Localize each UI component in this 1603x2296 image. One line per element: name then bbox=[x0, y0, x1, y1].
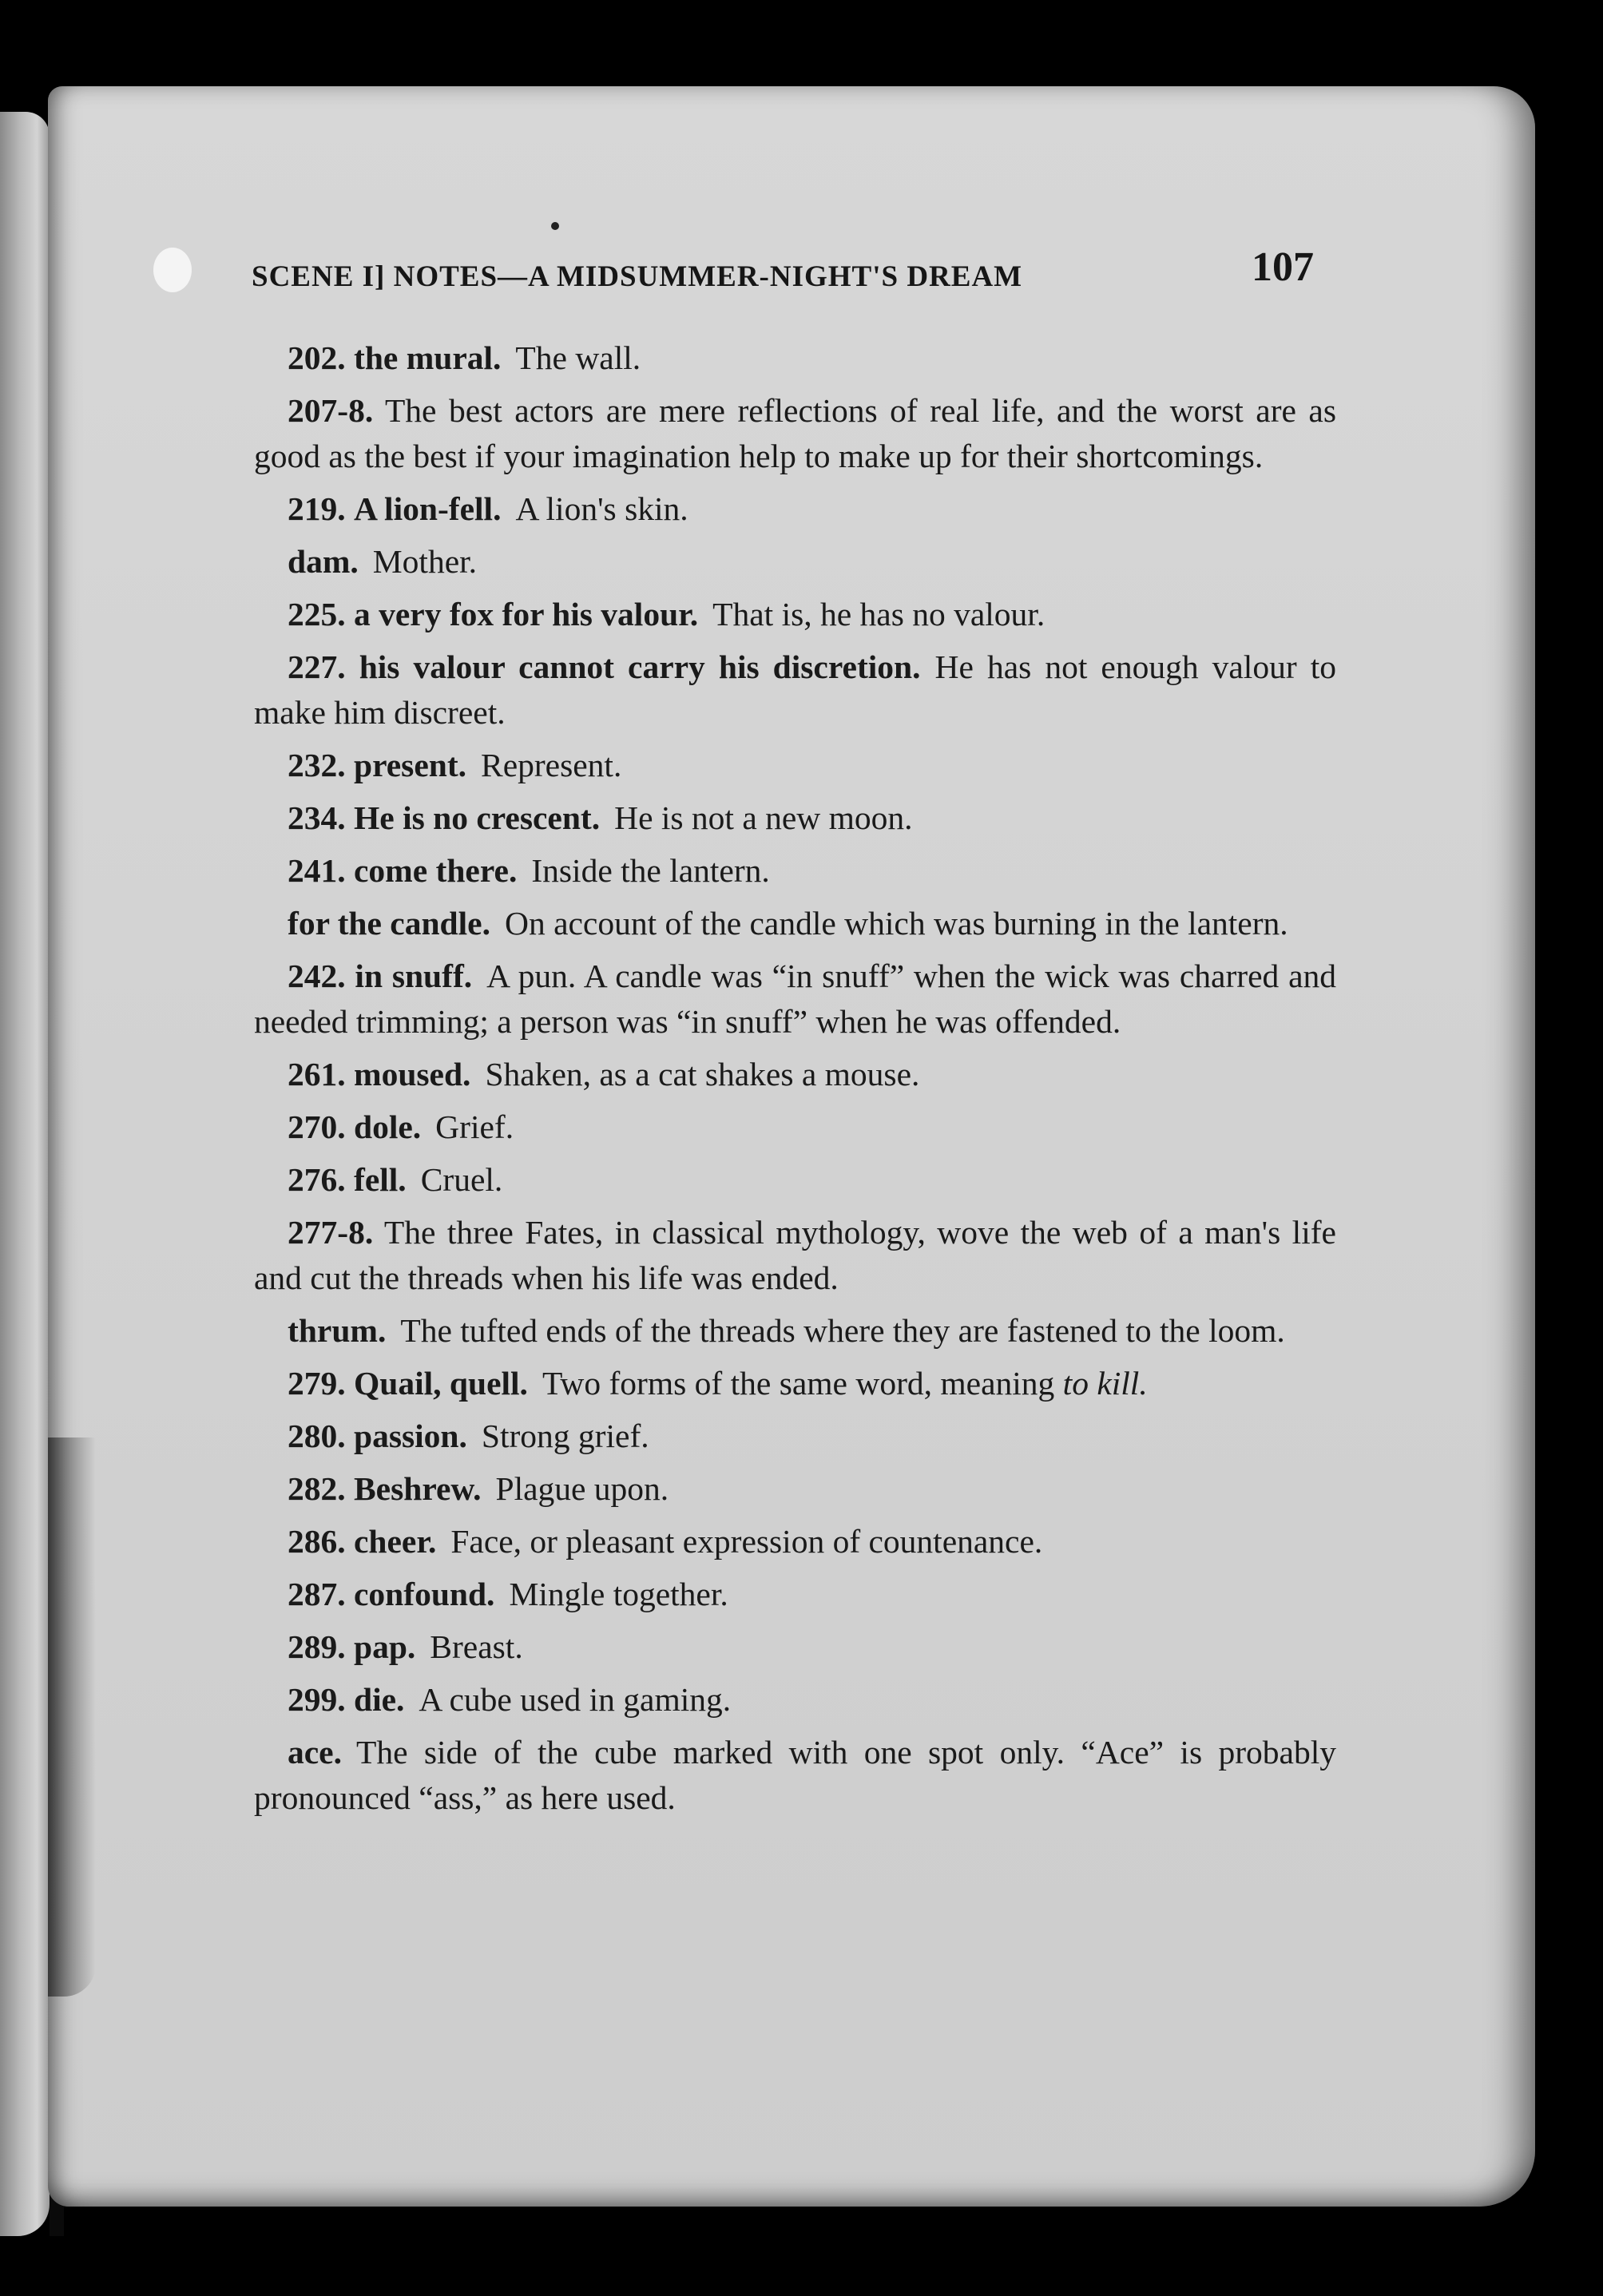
note-line-number: 280. bbox=[288, 1418, 346, 1454]
note-line-number: 227. bbox=[288, 648, 346, 685]
note-gloss: Shaken, as a cat shakes a mouse. bbox=[485, 1056, 920, 1092]
gutter-shadow bbox=[48, 1437, 96, 1997]
note-term: confound. bbox=[354, 1576, 495, 1612]
note-entry bbox=[254, 1677, 1336, 1723]
note-gloss: Cruel. bbox=[420, 1161, 503, 1198]
note-entry bbox=[254, 335, 1336, 381]
note-term: Beshrew. bbox=[354, 1470, 482, 1507]
note-line-number: 276. bbox=[288, 1161, 346, 1198]
note-line-number: 277-8. bbox=[288, 1214, 374, 1251]
note-term: his valour cannot carry his discretion. bbox=[359, 648, 921, 685]
note-gloss: Plague upon. bbox=[495, 1470, 669, 1507]
note-gloss: A pun. A candle was “in snuff” when the wick was charred and needed trimming; a person was “in snuff” when he was offended. bbox=[254, 958, 1336, 1040]
note-entry bbox=[254, 1624, 1336, 1670]
page-header bbox=[252, 244, 1314, 299]
note-term: thrum. bbox=[288, 1312, 387, 1349]
note-entry bbox=[254, 901, 1336, 946]
note-term: a very fox for his valour. bbox=[354, 596, 699, 632]
note-gloss: On account of the candle which was burning in the lantern. bbox=[504, 905, 1288, 942]
note-entry bbox=[254, 1210, 1336, 1301]
page-number: 107 bbox=[1252, 244, 1314, 290]
note-term: present. bbox=[354, 747, 467, 783]
note-gloss: A lion's skin. bbox=[515, 490, 688, 527]
note-entry bbox=[254, 486, 1336, 532]
note-entry bbox=[254, 1414, 1336, 1459]
note-gloss-italic: to kill. bbox=[1062, 1365, 1148, 1402]
note-entry bbox=[254, 1572, 1336, 1617]
note-entry bbox=[254, 795, 1336, 841]
note-entry bbox=[254, 1308, 1336, 1354]
note-line-number: 219. bbox=[288, 490, 346, 527]
note-entry bbox=[254, 1104, 1336, 1150]
note-entry bbox=[254, 388, 1336, 479]
note-term: Quail, quell. bbox=[354, 1365, 528, 1402]
note-gloss: Strong grief. bbox=[481, 1418, 649, 1454]
note-line-number: 279. bbox=[288, 1365, 346, 1402]
note-entry bbox=[254, 1466, 1336, 1512]
note-entry bbox=[254, 743, 1336, 788]
note-gloss: The three Fates, in classical mythology, wove the web of a man's life and cut the threads when his life was ended. bbox=[254, 1214, 1336, 1296]
note-term: He is no crescent. bbox=[354, 799, 601, 836]
note-line-number: 270. bbox=[288, 1108, 346, 1145]
note-term: ace. bbox=[288, 1734, 342, 1771]
note-gloss: The wall. bbox=[515, 339, 641, 376]
note-gloss: Mother. bbox=[372, 543, 478, 580]
note-entry bbox=[254, 644, 1336, 736]
note-gloss: He is not a new moon. bbox=[614, 799, 913, 836]
note-term: the mural. bbox=[354, 339, 502, 376]
note-gloss: Face, or pleasant expression of countenance. bbox=[450, 1523, 1043, 1560]
note-term: come there. bbox=[354, 852, 518, 889]
note-gloss: Grief. bbox=[435, 1108, 514, 1145]
note-gloss: He has not enough valour to make him discreet. bbox=[254, 648, 1336, 731]
note-line-number: 289. bbox=[288, 1628, 346, 1665]
note-term: die. bbox=[354, 1681, 405, 1718]
note-gloss: Two forms of the same word, meaning bbox=[542, 1365, 1055, 1402]
note-line-number: 234. bbox=[288, 799, 346, 836]
note-gloss: The best actors are mere reflections of real life, and the worst are as good as the best if your imagination help to make up for their shortcomings. bbox=[254, 392, 1336, 474]
note-term: for the candle. bbox=[288, 905, 490, 942]
note-entry bbox=[254, 1519, 1336, 1564]
note-entry bbox=[254, 539, 1336, 585]
note-line-number: 261. bbox=[288, 1056, 346, 1092]
note-gloss: That is, he has no valour. bbox=[712, 596, 1046, 632]
note-term: fell. bbox=[354, 1161, 407, 1198]
notes-list bbox=[254, 335, 1336, 1828]
note-gloss: Inside the lantern. bbox=[531, 852, 770, 889]
running-head: SCENE I] NOTES—A MIDSUMMER-NIGHT'S DREAM bbox=[252, 260, 1023, 293]
page-blemish bbox=[153, 248, 192, 292]
note-line-number: 299. bbox=[288, 1681, 346, 1718]
ink-dot bbox=[551, 222, 559, 230]
note-gloss: A cube used in gaming. bbox=[419, 1681, 732, 1718]
note-term: A lion-fell. bbox=[354, 490, 502, 527]
note-term: passion. bbox=[354, 1418, 467, 1454]
note-line-number: 207-8. bbox=[288, 392, 374, 429]
note-entry bbox=[254, 848, 1336, 894]
note-entry bbox=[254, 1361, 1336, 1406]
note-line-number: 282. bbox=[288, 1470, 346, 1507]
note-gloss: The side of the cube marked with one spot only. “Ace” is probably pronounced “ass,” as here used. bbox=[254, 1734, 1336, 1816]
note-line-number: 287. bbox=[288, 1576, 346, 1612]
note-term: moused. bbox=[354, 1056, 471, 1092]
note-term: cheer. bbox=[354, 1523, 437, 1560]
note-term: dole. bbox=[354, 1108, 422, 1145]
note-line-number: 225. bbox=[288, 596, 346, 632]
note-gloss: The tufted ends of the threads where they are fastened to the loom. bbox=[400, 1312, 1285, 1349]
note-entry bbox=[254, 1052, 1336, 1097]
note-line-number: 232. bbox=[288, 747, 346, 783]
note-entry bbox=[254, 954, 1336, 1045]
note-line-number: 241. bbox=[288, 852, 346, 889]
note-entry bbox=[254, 592, 1336, 637]
note-term: pap. bbox=[354, 1628, 416, 1665]
note-line-number: 286. bbox=[288, 1523, 346, 1560]
note-gloss: Mingle together. bbox=[509, 1576, 728, 1612]
adjacent-page-edge bbox=[0, 112, 50, 2236]
note-entry bbox=[254, 1730, 1336, 1821]
note-term: in snuff. bbox=[355, 958, 473, 994]
note-gloss: Represent. bbox=[481, 747, 622, 783]
note-entry bbox=[254, 1157, 1336, 1203]
note-line-number: 202. bbox=[288, 339, 346, 376]
note-term: dam. bbox=[288, 543, 359, 580]
note-line-number: 242. bbox=[288, 958, 346, 994]
note-gloss: Breast. bbox=[430, 1628, 523, 1665]
